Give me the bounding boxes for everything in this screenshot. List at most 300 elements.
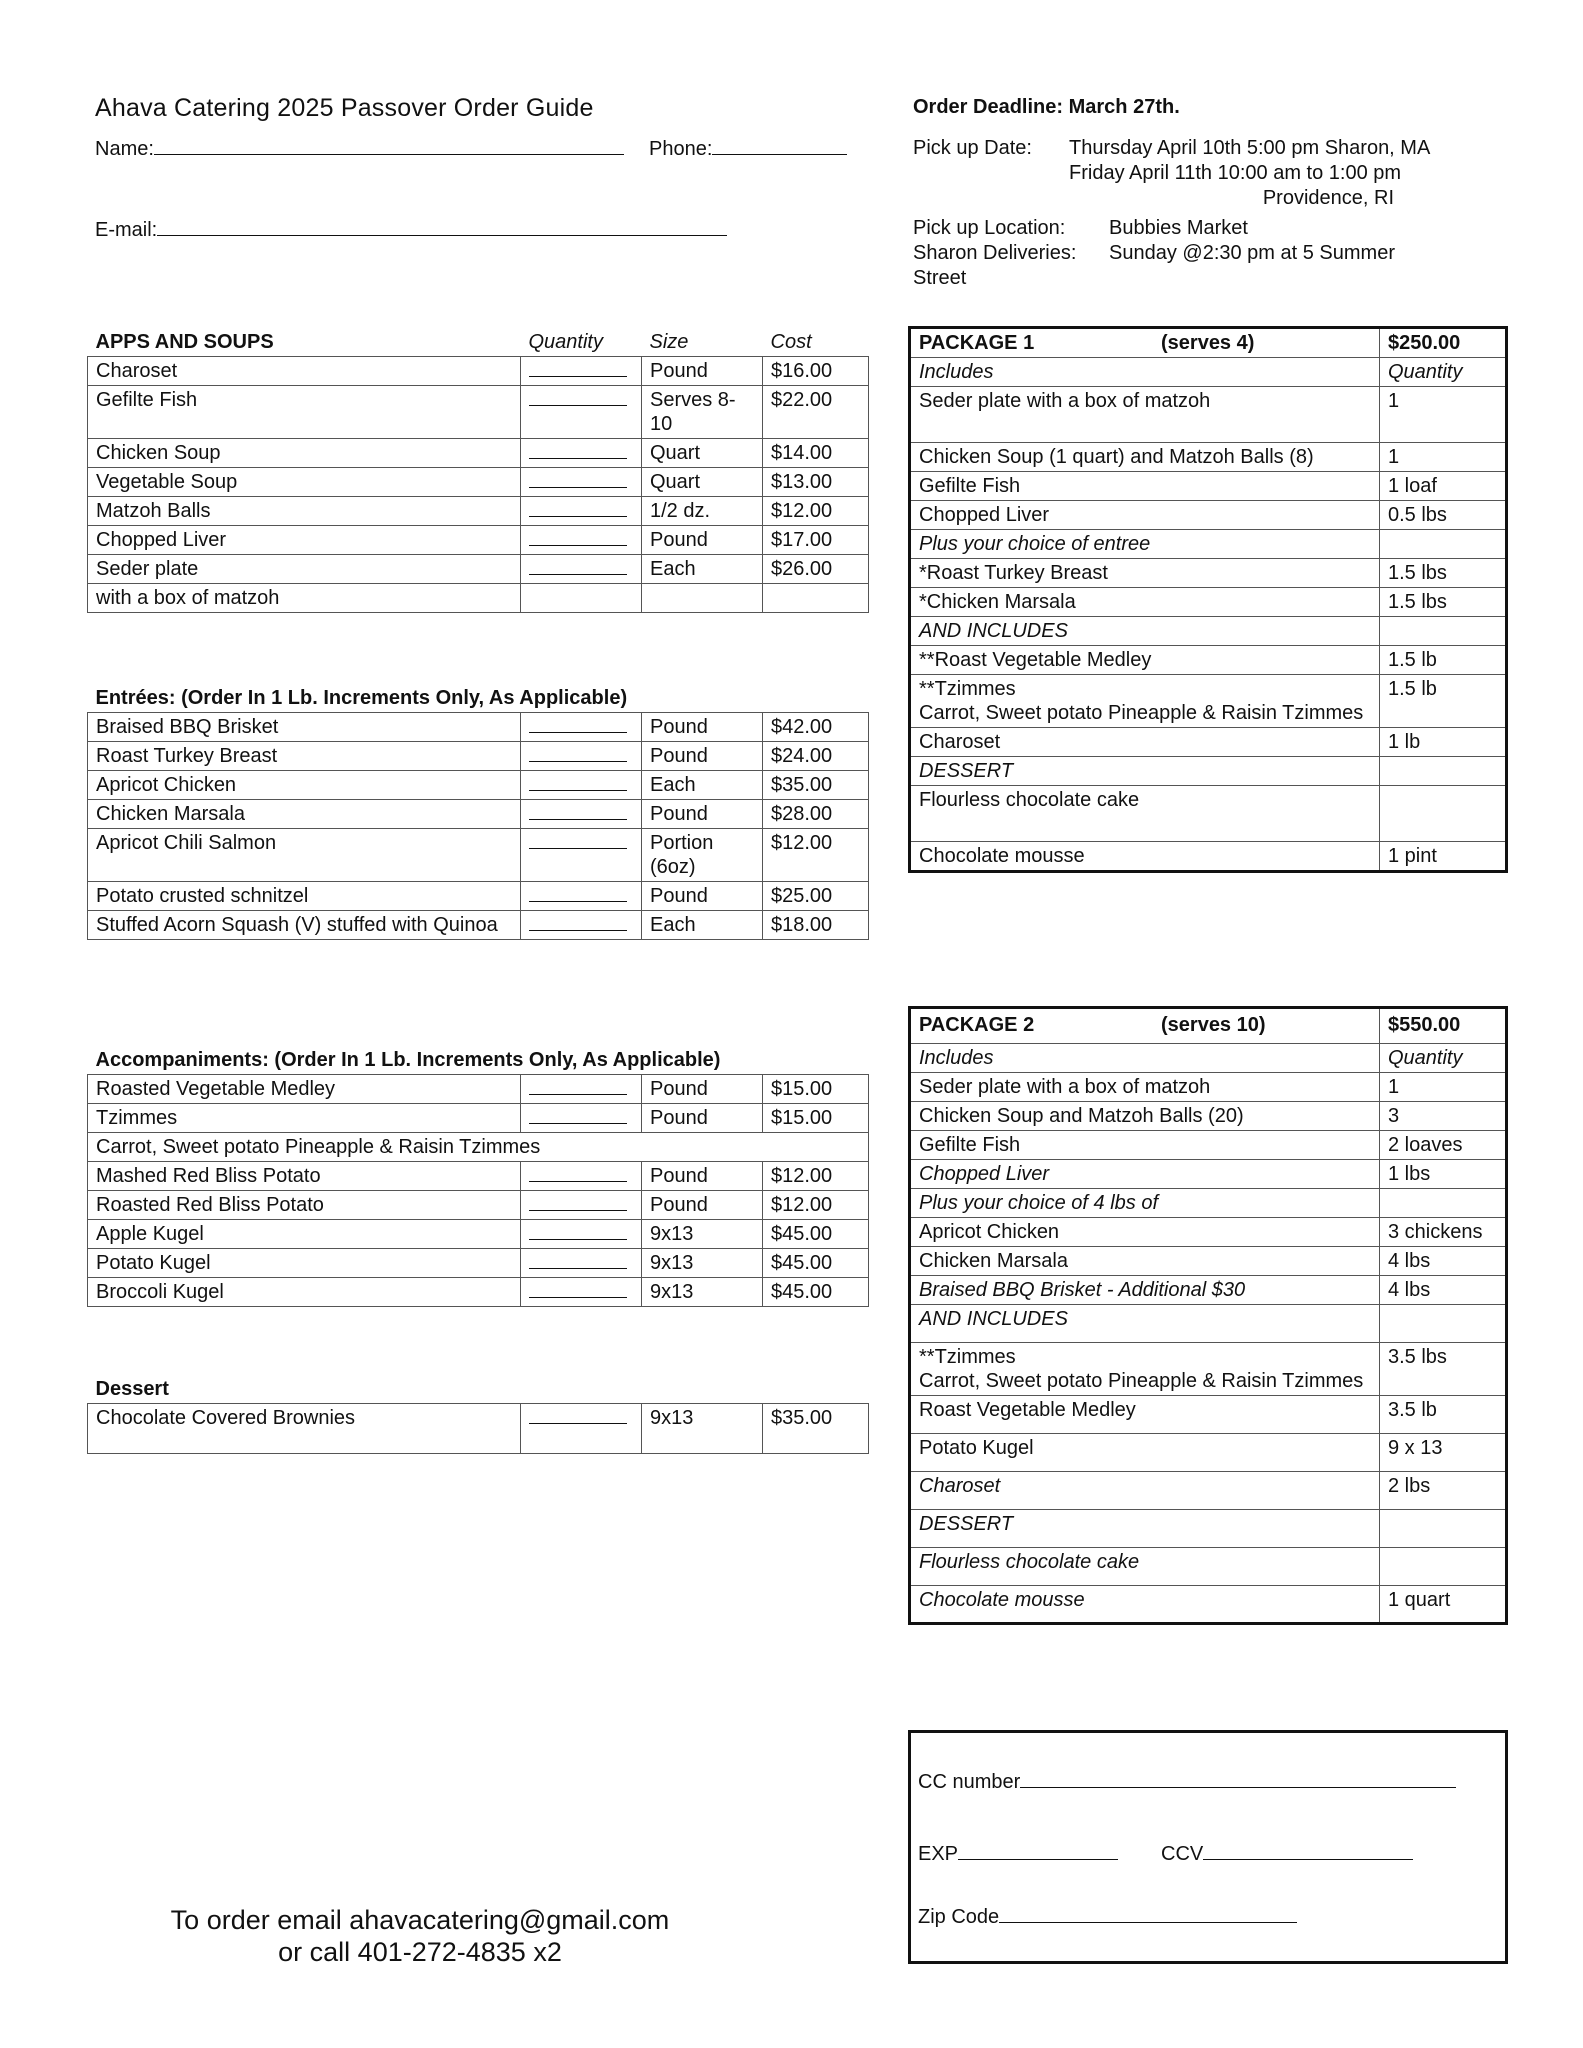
package-item bbox=[910, 588, 1380, 617]
item-name: Stuffed Acorn Squash (V) stuffed with Quinoa bbox=[88, 911, 521, 940]
item-size: Quart bbox=[642, 439, 763, 468]
col-cost: Cost bbox=[770, 331, 812, 353]
quantity-cell[interactable] bbox=[521, 497, 642, 526]
quantity-cell[interactable] bbox=[521, 1404, 642, 1454]
table-row bbox=[88, 386, 869, 439]
quantity-input-line[interactable] bbox=[529, 1281, 627, 1298]
package-item-quantity bbox=[1380, 786, 1507, 842]
package-item-label: Gefilte Fish bbox=[919, 1134, 1021, 1156]
package-item-label: Flourless chocolate cake bbox=[919, 1551, 1140, 1573]
table-row bbox=[88, 439, 869, 468]
table-row bbox=[88, 1220, 869, 1249]
package-item bbox=[910, 1102, 1380, 1131]
table-row bbox=[88, 357, 869, 386]
quantity-cell[interactable] bbox=[521, 439, 642, 468]
package-item-quantity: 1.5 lbs bbox=[1380, 559, 1507, 588]
quantity-input-line[interactable] bbox=[529, 442, 627, 459]
package-1 bbox=[908, 326, 1508, 873]
table-row bbox=[88, 742, 869, 771]
item-name: Apricot Chicken bbox=[88, 771, 521, 800]
table-row bbox=[88, 1278, 869, 1307]
package-item-quantity: 1 loaf bbox=[1380, 472, 1507, 501]
package-row bbox=[910, 530, 1507, 559]
package-item-label: *Roast Turkey Breast bbox=[919, 562, 1108, 584]
package-1-table bbox=[908, 326, 1508, 873]
accompaniments-rows bbox=[88, 1075, 869, 1307]
item-name: Apple Kugel bbox=[88, 1220, 521, 1249]
cc-number-field[interactable] bbox=[918, 1769, 1456, 1794]
quantity-input-line[interactable] bbox=[529, 360, 627, 377]
item-cost: $22.00 bbox=[763, 386, 869, 439]
package-item bbox=[910, 1131, 1380, 1160]
item-size: Pound bbox=[642, 1191, 763, 1220]
package-item-label: Seder plate with a box of matzoh bbox=[919, 1076, 1211, 1098]
quantity-cell[interactable] bbox=[521, 1191, 642, 1220]
email-label: E-mail: bbox=[95, 219, 158, 241]
package-item-label: Seder plate with a box of matzoh bbox=[919, 390, 1211, 412]
package-item bbox=[910, 1510, 1380, 1548]
quantity-input-line[interactable] bbox=[529, 832, 627, 849]
package-item-label: Gefilte Fish bbox=[919, 475, 1021, 497]
quantity-input-line[interactable] bbox=[529, 1194, 627, 1211]
table-row bbox=[88, 526, 869, 555]
package-row bbox=[910, 1247, 1507, 1276]
item-size: 9x13 bbox=[642, 1278, 763, 1307]
quantity-input-line[interactable] bbox=[529, 745, 627, 762]
package-item-label: Plus your choice of 4 lbs of bbox=[919, 1192, 1159, 1214]
package-item bbox=[910, 1472, 1380, 1510]
quantity-cell[interactable] bbox=[521, 1220, 642, 1249]
quantity-input-line[interactable] bbox=[529, 1165, 627, 1182]
package-item-quantity: 3 chickens bbox=[1380, 1218, 1507, 1247]
item-description: Carrot, Sweet potato Pineapple & Raisin Tzimmes bbox=[88, 1133, 869, 1162]
item-name: Apricot Chili Salmon bbox=[88, 829, 521, 882]
package-item-quantity: 1.5 lb bbox=[1380, 646, 1507, 675]
package-item-label: Charoset bbox=[919, 1475, 1001, 1497]
package-item-quantity: 1 lb bbox=[1380, 728, 1507, 757]
package-row bbox=[910, 1160, 1507, 1189]
package-row bbox=[910, 1586, 1507, 1624]
package-item bbox=[910, 530, 1380, 559]
item-cost: $12.00 bbox=[763, 1191, 869, 1220]
quantity-cell[interactable] bbox=[521, 357, 642, 386]
table-row bbox=[88, 1249, 869, 1278]
package-item-label: DESSERT bbox=[919, 760, 1014, 782]
item-cost: $26.00 bbox=[763, 555, 869, 584]
email-field[interactable] bbox=[95, 217, 727, 242]
package-row bbox=[910, 1073, 1507, 1102]
order-deadline bbox=[913, 96, 1180, 119]
package-item bbox=[910, 1073, 1380, 1102]
quantity-input-line[interactable] bbox=[529, 1407, 627, 1424]
item-cost bbox=[763, 584, 869, 613]
item-cost: $12.00 bbox=[763, 497, 869, 526]
quantity-cell[interactable] bbox=[521, 800, 642, 829]
package-item-quantity: 9 x 13 bbox=[1380, 1434, 1507, 1472]
quantity-cell[interactable] bbox=[521, 1162, 642, 1191]
package-row bbox=[910, 1343, 1507, 1396]
package-item-label: Apricot Chicken bbox=[919, 1221, 1060, 1243]
table-row bbox=[88, 882, 869, 911]
item-cost: $25.00 bbox=[763, 882, 869, 911]
package-item-label: Chicken Marsala bbox=[919, 1250, 1068, 1272]
item-cost: $16.00 bbox=[763, 357, 869, 386]
item-size: Serves 8-10 bbox=[642, 386, 763, 439]
package-row bbox=[910, 617, 1507, 646]
item-cost: $17.00 bbox=[763, 526, 869, 555]
item-size: 9x13 bbox=[642, 1220, 763, 1249]
package-item bbox=[910, 1305, 1380, 1343]
dessert-section bbox=[87, 1375, 869, 1454]
table-row bbox=[88, 1191, 869, 1220]
package-item-quantity bbox=[1380, 757, 1507, 786]
col-quantity: Quantity bbox=[528, 331, 603, 353]
email-input-line[interactable] bbox=[157, 217, 727, 236]
package-1-quantity-header: Quantity bbox=[1380, 358, 1507, 387]
ccv-field[interactable] bbox=[1161, 1841, 1413, 1866]
package-item-label: Chopped Liver bbox=[919, 1163, 1050, 1185]
package-item-quantity: 4 lbs bbox=[1380, 1247, 1507, 1276]
table-row bbox=[88, 829, 869, 882]
item-size: Each bbox=[642, 555, 763, 584]
package-item-quantity: 1.5 lb bbox=[1380, 675, 1507, 728]
package-row bbox=[910, 1131, 1507, 1160]
package-item-quantity: 3.5 lb bbox=[1380, 1396, 1507, 1434]
item-cost: $42.00 bbox=[763, 713, 869, 742]
package-item bbox=[910, 1160, 1380, 1189]
item-name: Charoset bbox=[88, 357, 521, 386]
item-cost: $24.00 bbox=[763, 742, 869, 771]
package-2-serves: (serves 10) bbox=[1161, 1014, 1266, 1036]
page-title: Ahava Catering 2025 Passover Order Guide bbox=[95, 94, 594, 122]
item-cost: $35.00 bbox=[763, 1404, 869, 1454]
package-item bbox=[910, 443, 1380, 472]
item-size: Portion (6oz) bbox=[642, 829, 763, 882]
package-item bbox=[910, 1586, 1380, 1624]
package-item-quantity: 1 quart bbox=[1380, 1586, 1507, 1624]
item-size: Quart bbox=[642, 468, 763, 497]
item-size: Pound bbox=[642, 713, 763, 742]
package-1-price: $250.00 bbox=[1380, 328, 1507, 358]
item-name: Gefilte Fish bbox=[88, 386, 521, 439]
package-item-quantity: 4 lbs bbox=[1380, 1276, 1507, 1305]
package-item bbox=[910, 675, 1380, 728]
item-name: Seder plate bbox=[88, 555, 521, 584]
package-item-label: Flourless chocolate cake bbox=[919, 789, 1140, 811]
apps-heading: APPS AND SOUPS bbox=[95, 331, 274, 353]
package-row bbox=[910, 1102, 1507, 1131]
dessert-heading: Dessert bbox=[95, 1378, 169, 1400]
ccv-label: CCV bbox=[1161, 1843, 1204, 1865]
quantity-input-line[interactable] bbox=[529, 500, 627, 517]
package-item-detail: Carrot, Sweet potato Pineapple & Raisin Tzimmes bbox=[919, 702, 1364, 724]
package-2-title: PACKAGE 2 bbox=[919, 1014, 1035, 1036]
package-row bbox=[910, 472, 1507, 501]
package-item bbox=[910, 617, 1380, 646]
package-2-price: $550.00 bbox=[1380, 1008, 1507, 1044]
package-2-quantity-header: Quantity bbox=[1380, 1044, 1507, 1073]
item-cost: $12.00 bbox=[763, 1162, 869, 1191]
package-item-quantity: 1 bbox=[1380, 387, 1507, 443]
col-size: Size bbox=[649, 331, 689, 353]
exp-field[interactable] bbox=[918, 1841, 1118, 1866]
pickup-location-value: Bubbies Market bbox=[1109, 217, 1248, 239]
order-contact bbox=[140, 1904, 700, 1968]
package-item-quantity: 3 bbox=[1380, 1102, 1507, 1131]
apps-section bbox=[87, 328, 869, 613]
quantity-input-line[interactable] bbox=[529, 1223, 627, 1240]
package-item-quantity: 0.5 lbs bbox=[1380, 501, 1507, 530]
quantity-cell[interactable] bbox=[521, 555, 642, 584]
package-item bbox=[910, 1434, 1380, 1472]
zip-code-label: Zip Code bbox=[918, 1906, 1000, 1928]
quantity-cell[interactable] bbox=[521, 1249, 642, 1278]
package-row bbox=[910, 588, 1507, 617]
package-item-quantity bbox=[1380, 617, 1507, 646]
dessert-table bbox=[87, 1375, 869, 1454]
accompaniments-heading: Accompaniments: (Order In 1 Lb. Increments Only, As Applicable) bbox=[95, 1049, 721, 1071]
quantity-input-line[interactable] bbox=[529, 803, 627, 820]
package-row bbox=[910, 387, 1507, 443]
package-item-label: Chicken Soup (1 quart) and Matzoh Balls (8) bbox=[919, 446, 1314, 468]
table-row bbox=[88, 468, 869, 497]
package-item bbox=[910, 1247, 1380, 1276]
entrees-heading: Entrées: (Order In 1 Lb. Increments Only, As Applicable) bbox=[95, 687, 628, 709]
package-item bbox=[910, 472, 1380, 501]
package-item bbox=[910, 501, 1380, 530]
package-item-label: Chicken Soup and Matzoh Balls (20) bbox=[919, 1105, 1244, 1127]
entrees-section bbox=[87, 684, 869, 940]
item-name: Braised BBQ Brisket bbox=[88, 713, 521, 742]
package-1-title: PACKAGE 1 bbox=[919, 332, 1035, 354]
quantity-cell[interactable] bbox=[521, 882, 642, 911]
item-cost: $45.00 bbox=[763, 1278, 869, 1307]
quantity-cell[interactable] bbox=[521, 386, 642, 439]
package-2-table bbox=[908, 1006, 1508, 1625]
name-input-line[interactable] bbox=[154, 136, 624, 155]
package-row bbox=[910, 842, 1507, 872]
quantity-cell[interactable] bbox=[521, 1104, 642, 1133]
package-item-quantity bbox=[1380, 1548, 1507, 1586]
quantity-input-line[interactable] bbox=[529, 1078, 627, 1095]
accompaniments-table bbox=[87, 1046, 869, 1307]
quantity-input-line[interactable] bbox=[529, 558, 627, 575]
ccv-input-line[interactable] bbox=[1203, 1841, 1413, 1860]
quantity-input-line[interactable] bbox=[529, 389, 627, 406]
package-item-quantity: 1 pint bbox=[1380, 842, 1507, 872]
item-name: Matzoh Balls bbox=[88, 497, 521, 526]
pickup-date-line3: Providence, RI bbox=[1262, 187, 1394, 209]
package-item-label: Potato Kugel bbox=[919, 1437, 1034, 1459]
package-row bbox=[910, 757, 1507, 786]
order-phone-line: or call 401-272-4835 x2 bbox=[278, 1937, 562, 1967]
package-item-label: **Tzimmes bbox=[919, 678, 1016, 700]
item-size: Pound bbox=[642, 800, 763, 829]
zip-code-field[interactable] bbox=[918, 1904, 1297, 1929]
quantity-cell[interactable] bbox=[521, 742, 642, 771]
pickup-location-block bbox=[913, 216, 1493, 291]
package-item bbox=[910, 1276, 1380, 1305]
quantity-cell[interactable] bbox=[521, 526, 642, 555]
package-row bbox=[910, 559, 1507, 588]
item-size: Each bbox=[642, 771, 763, 800]
item-size bbox=[642, 584, 763, 613]
package-row bbox=[910, 1396, 1507, 1434]
zip-code-input-line[interactable] bbox=[999, 1904, 1297, 1923]
item-size: Each bbox=[642, 911, 763, 940]
quantity-cell[interactable] bbox=[521, 1075, 642, 1104]
package-item-label: *Chicken Marsala bbox=[919, 591, 1076, 613]
package-row bbox=[910, 1276, 1507, 1305]
package-row bbox=[910, 1189, 1507, 1218]
table-row bbox=[88, 800, 869, 829]
item-name: Chocolate Covered Brownies bbox=[88, 1404, 521, 1454]
item-size: Pound bbox=[642, 1162, 763, 1191]
package-item bbox=[910, 728, 1380, 757]
item-name: Broccoli Kugel bbox=[88, 1278, 521, 1307]
item-name: Tzimmes bbox=[88, 1104, 521, 1133]
package-item bbox=[910, 1189, 1380, 1218]
package-item-quantity bbox=[1380, 1510, 1507, 1548]
quantity-cell[interactable] bbox=[521, 713, 642, 742]
apps-rows bbox=[88, 357, 869, 613]
item-name: Mashed Red Bliss Potato bbox=[88, 1162, 521, 1191]
quantity-input-line[interactable] bbox=[529, 1107, 627, 1124]
table-row bbox=[88, 497, 869, 526]
item-size: Pound bbox=[642, 526, 763, 555]
item-cost: $12.00 bbox=[763, 829, 869, 882]
package-1-serves: (serves 4) bbox=[1161, 332, 1255, 354]
quantity-cell[interactable] bbox=[521, 584, 642, 613]
accompaniments-section bbox=[87, 1046, 869, 1307]
package-1-rows bbox=[910, 387, 1507, 872]
package-item bbox=[910, 842, 1380, 872]
item-size: Pound bbox=[642, 357, 763, 386]
pickup-info bbox=[913, 136, 1493, 211]
package-row bbox=[910, 1472, 1507, 1510]
package-row bbox=[910, 1218, 1507, 1247]
package-row bbox=[910, 646, 1507, 675]
package-item-label: Chocolate mousse bbox=[919, 845, 1085, 867]
item-cost: $18.00 bbox=[763, 911, 869, 940]
item-size: Pound bbox=[642, 742, 763, 771]
pickup-date-line1: Thursday April 10th 5:00 pm Sharon, MA bbox=[1069, 137, 1431, 159]
item-size: 1/2 dz. bbox=[642, 497, 763, 526]
package-item-quantity: 1 lbs bbox=[1380, 1160, 1507, 1189]
package-item-label: AND INCLUDES bbox=[919, 620, 1068, 642]
quantity-cell[interactable] bbox=[521, 468, 642, 497]
package-2-rows bbox=[910, 1073, 1507, 1624]
item-cost: $35.00 bbox=[763, 771, 869, 800]
item-cost: $28.00 bbox=[763, 800, 869, 829]
pickup-date-label: Pick up Date: bbox=[913, 137, 1032, 159]
package-item bbox=[910, 1218, 1380, 1247]
package-2-title-cell bbox=[910, 1008, 1380, 1044]
package-item-quantity: 1.5 lbs bbox=[1380, 588, 1507, 617]
dessert-rows bbox=[88, 1404, 869, 1454]
item-size: Pound bbox=[642, 1075, 763, 1104]
item-cost: $14.00 bbox=[763, 439, 869, 468]
item-cost: $15.00 bbox=[763, 1075, 869, 1104]
quantity-input-line[interactable] bbox=[529, 471, 627, 488]
quantity-input-line[interactable] bbox=[529, 885, 627, 902]
package-item-label: **Roast Vegetable Medley bbox=[919, 649, 1152, 671]
table-row bbox=[88, 1162, 869, 1191]
package-item bbox=[910, 1548, 1380, 1586]
package-item-label: Chocolate mousse bbox=[919, 1589, 1085, 1611]
package-1-includes: Includes bbox=[910, 358, 1380, 387]
package-item-label: **Tzimmes bbox=[919, 1346, 1016, 1368]
package-item-detail: Carrot, Sweet potato Pineapple & Raisin Tzimmes bbox=[919, 1370, 1364, 1392]
package-row bbox=[910, 1434, 1507, 1472]
package-item-label: Braised BBQ Brisket - Additional $30 bbox=[919, 1279, 1246, 1301]
item-cost: $13.00 bbox=[763, 468, 869, 497]
table-row bbox=[88, 1075, 869, 1104]
package-item-label: Roast Vegetable Medley bbox=[919, 1399, 1136, 1421]
package-row bbox=[910, 786, 1507, 842]
package-item-label: Plus your choice of entree bbox=[919, 533, 1151, 555]
pickup-location-label: Pick up Location: bbox=[913, 217, 1066, 239]
quantity-input-line[interactable] bbox=[529, 529, 627, 546]
package-row bbox=[910, 443, 1507, 472]
cc-number-label: CC number bbox=[918, 1771, 1021, 1793]
quantity-input-line[interactable] bbox=[529, 774, 627, 791]
package-item-quantity: 1 bbox=[1380, 443, 1507, 472]
name-field[interactable] bbox=[95, 136, 624, 161]
quantity-cell[interactable] bbox=[521, 771, 642, 800]
quantity-cell[interactable] bbox=[521, 1278, 642, 1307]
item-size: Pound bbox=[642, 882, 763, 911]
phone-input-line[interactable] bbox=[712, 136, 847, 155]
item-name: Chicken Soup bbox=[88, 439, 521, 468]
quantity-cell[interactable] bbox=[521, 829, 642, 882]
quantity-input-line[interactable] bbox=[529, 716, 627, 733]
package-2 bbox=[908, 1006, 1508, 1625]
item-name: Potato Kugel bbox=[88, 1249, 521, 1278]
quantity-input-line[interactable] bbox=[529, 1252, 627, 1269]
package-item-quantity: 1 bbox=[1380, 1073, 1507, 1102]
package-row bbox=[910, 1548, 1507, 1586]
package-item-label: Chopped Liver bbox=[919, 504, 1050, 526]
package-item-label: AND INCLUDES bbox=[919, 1308, 1068, 1330]
quantity-cell[interactable] bbox=[521, 911, 642, 940]
package-1-title-cell bbox=[910, 328, 1380, 358]
package-item-quantity: 2 lbs bbox=[1380, 1472, 1507, 1510]
exp-input-line[interactable] bbox=[958, 1841, 1118, 1860]
deliveries-label: Sharon Deliveries: bbox=[913, 242, 1077, 264]
quantity-input-line[interactable] bbox=[529, 914, 627, 931]
cc-number-input-line[interactable] bbox=[1020, 1769, 1456, 1788]
package-item bbox=[910, 786, 1380, 842]
package-item bbox=[910, 646, 1380, 675]
package-item-quantity: 2 loaves bbox=[1380, 1131, 1507, 1160]
item-name: Roasted Red Bliss Potato bbox=[88, 1191, 521, 1220]
name-label: Name: bbox=[95, 138, 154, 160]
package-row bbox=[910, 728, 1507, 757]
item-name: Vegetable Soup bbox=[88, 468, 521, 497]
pickup-date-line2: Friday April 11th 10:00 am to 1:00 pm bbox=[1069, 162, 1402, 184]
phone-field[interactable] bbox=[649, 136, 847, 161]
table-row bbox=[88, 1133, 869, 1162]
package-item bbox=[910, 387, 1380, 443]
phone-label: Phone: bbox=[649, 138, 713, 160]
package-item-label: Charoset bbox=[919, 731, 1001, 753]
package-row bbox=[910, 1510, 1507, 1548]
deliveries-value: Sunday @2:30 pm at 5 Summer bbox=[1109, 242, 1395, 264]
item-name: Roasted Vegetable Medley bbox=[88, 1075, 521, 1104]
item-name: Chicken Marsala bbox=[88, 800, 521, 829]
item-cost: $45.00 bbox=[763, 1220, 869, 1249]
